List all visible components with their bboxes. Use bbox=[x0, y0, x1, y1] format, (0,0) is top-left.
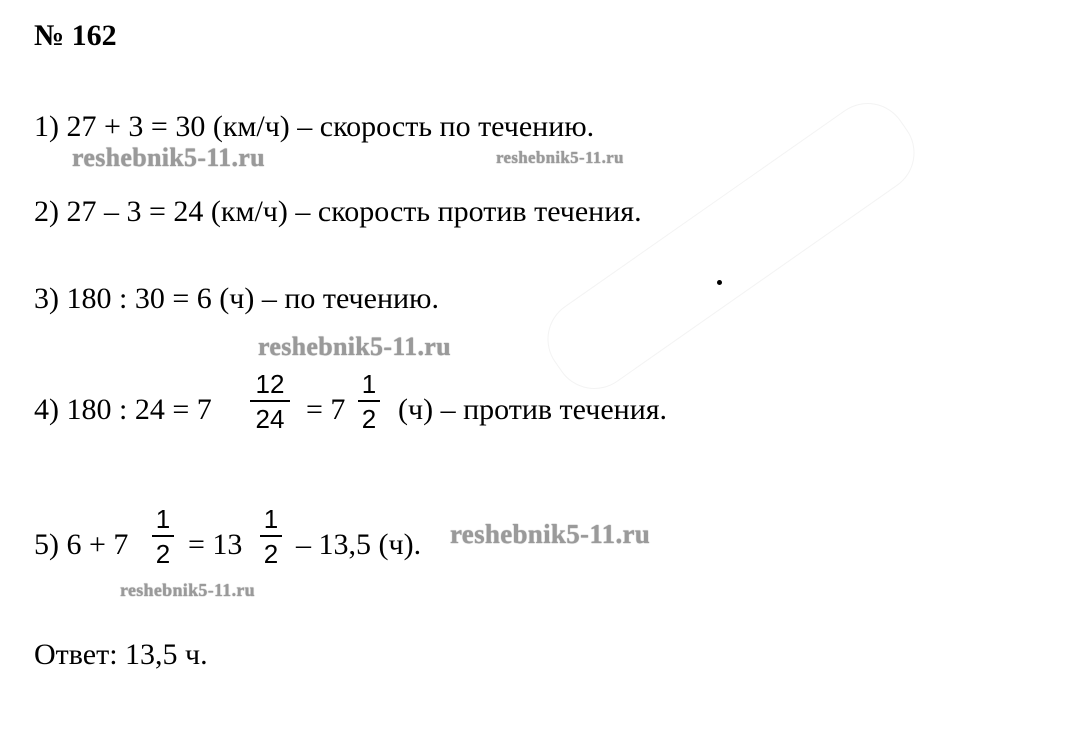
fraction-numerator: 12 bbox=[255, 369, 285, 399]
fraction-denominator: 24 bbox=[255, 404, 285, 434]
step-4-equals: = 7 bbox=[306, 393, 346, 426]
answer-line: Ответ: 13,5 ч. bbox=[34, 638, 208, 671]
fraction-bar bbox=[358, 400, 380, 402]
fraction-1-2 bbox=[358, 370, 380, 433]
fraction-bar bbox=[152, 535, 174, 537]
step-4-result: (ч) – против течения. bbox=[398, 393, 668, 426]
watermark-text: reshebnik5-11.ru bbox=[120, 580, 255, 600]
problem-number: № 162 bbox=[34, 19, 117, 52]
fraction-numerator: 1 bbox=[263, 504, 279, 534]
step-5-expression: 5) 6 + 7 bbox=[34, 528, 129, 561]
stray-dot bbox=[717, 280, 722, 285]
fraction-bar bbox=[250, 400, 290, 402]
solution-step-3: 3) 180 : 30 = 6 (ч) – по течению. bbox=[34, 282, 439, 315]
fraction-1-2 bbox=[152, 505, 174, 568]
watermark-text: reshebnik5-11.ru bbox=[496, 148, 624, 167]
fraction-12-24 bbox=[250, 370, 290, 433]
fraction-denominator: 2 bbox=[361, 404, 377, 434]
watermark-text: reshebnik5-11.ru bbox=[450, 519, 651, 549]
fraction-denominator: 2 bbox=[263, 539, 279, 569]
fraction-denominator: 2 bbox=[155, 539, 171, 569]
solution-step-2: 2) 27 – 3 = 24 (км/ч) – скорость против течения. bbox=[34, 195, 642, 228]
step-5-equals: = 13 bbox=[188, 528, 243, 561]
fraction-numerator: 1 bbox=[361, 369, 377, 399]
fraction-bar bbox=[260, 535, 282, 537]
step-5-result: – 13,5 (ч). bbox=[296, 528, 422, 561]
step-4-expression: 4) 180 : 24 = 7 bbox=[34, 393, 212, 426]
fraction-numerator: 1 bbox=[155, 504, 171, 534]
watermark-text: reshebnik5-11.ru bbox=[258, 332, 451, 361]
watermark-text: reshebnik5-11.ru bbox=[72, 143, 265, 172]
solution-step-1: 1) 27 + 3 = 30 (км/ч) – скорость по течению. bbox=[34, 110, 595, 143]
fraction-1-2 bbox=[260, 505, 282, 568]
